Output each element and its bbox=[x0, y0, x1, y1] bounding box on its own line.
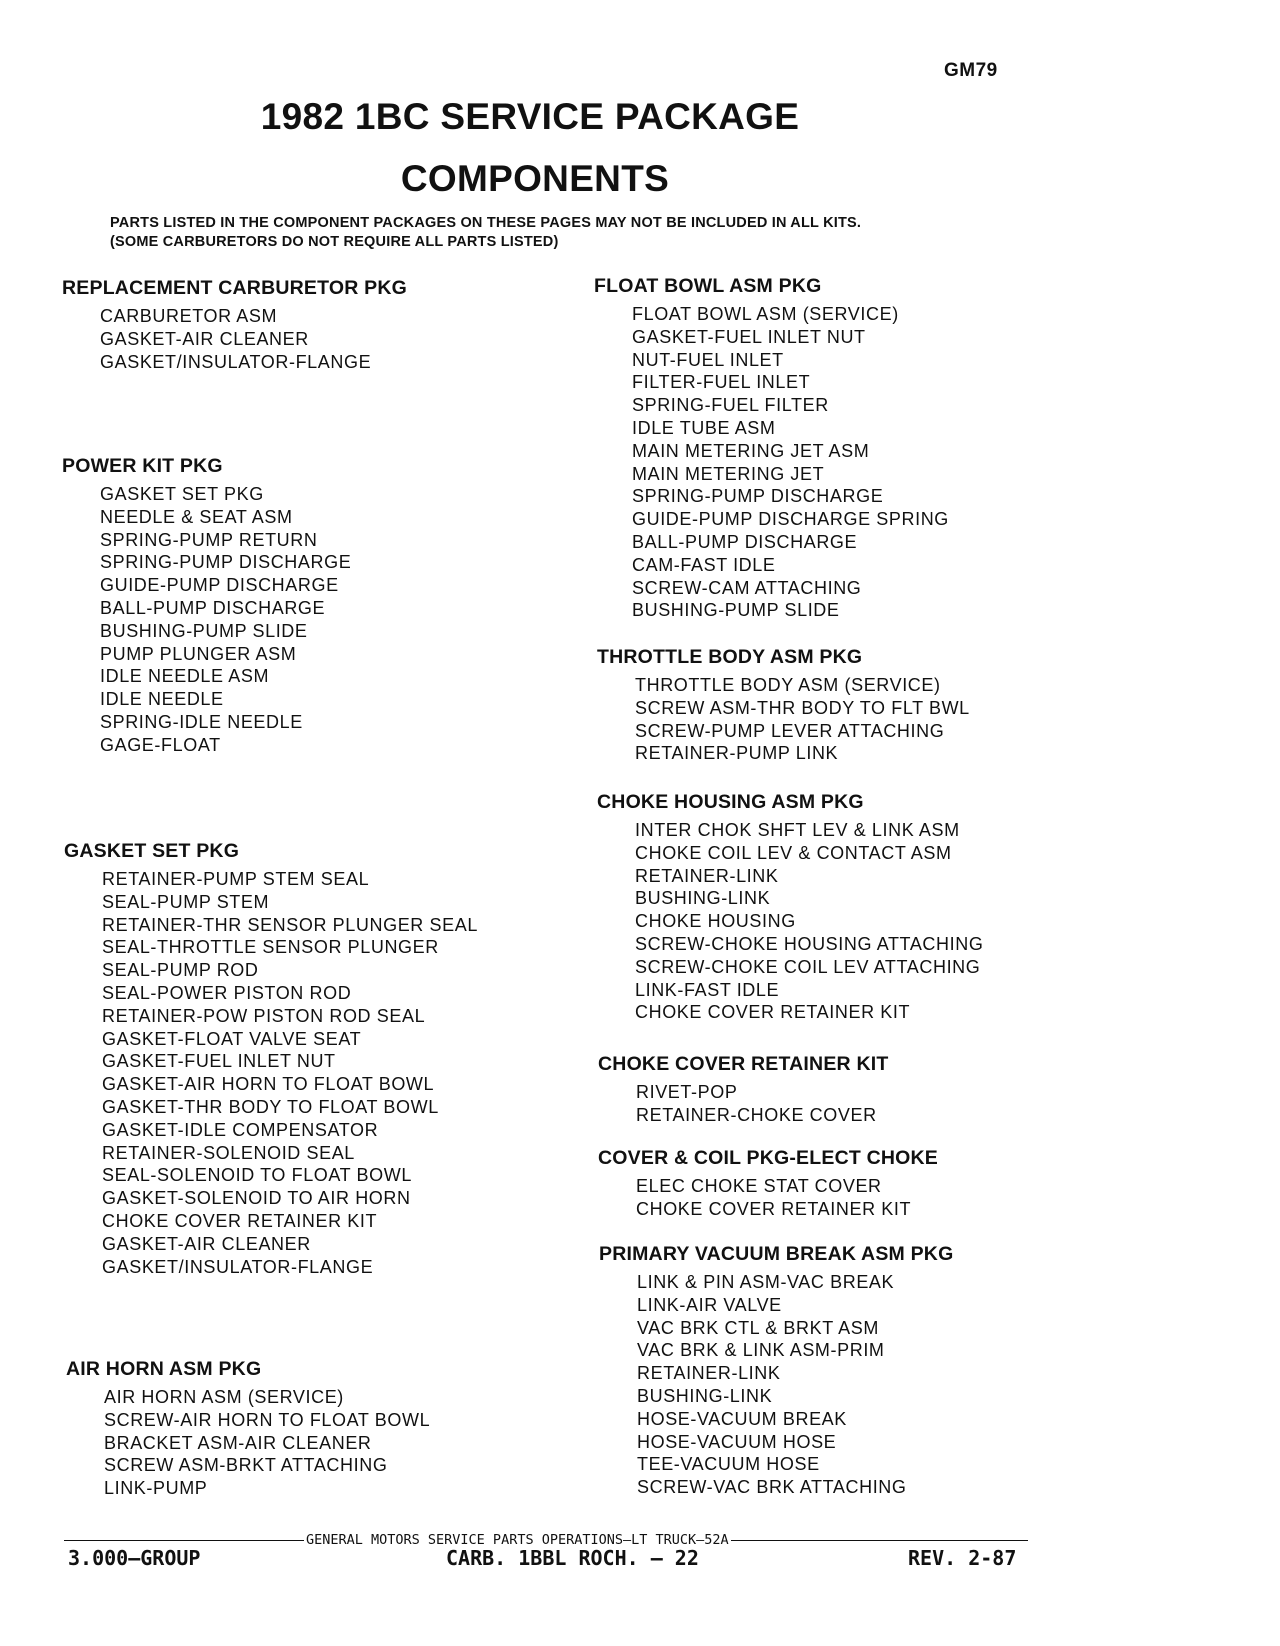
section-choke-housing-asm bbox=[597, 790, 983, 1024]
notice bbox=[110, 214, 861, 252]
part-item: GASKET-SOLENOID TO AIR HORN bbox=[102, 1188, 411, 1209]
footer-center-line: GENERAL MOTORS SERVICE PARTS OPERATIONS—LT TRUCK—52A bbox=[306, 1532, 729, 1548]
section-title: FLOAT BOWL ASM PKG bbox=[594, 275, 822, 297]
part-item: BUSHING-PUMP SLIDE bbox=[632, 600, 840, 621]
part-item: GASKET-AIR CLEANER bbox=[100, 328, 309, 349]
part-item: HOSE-VACUUM BREAK bbox=[637, 1408, 847, 1429]
parts-list bbox=[64, 868, 478, 1278]
part-item: BRACKET ASM-AIR CLEANER bbox=[104, 1432, 372, 1453]
part-item: SPRING-FUEL FILTER bbox=[632, 395, 829, 416]
parts-list bbox=[62, 305, 407, 373]
section-title: THROTTLE BODY ASM PKG bbox=[597, 646, 863, 668]
part-item: THROTTLE BODY ASM (SERVICE) bbox=[635, 675, 941, 695]
part-item: SCREW-CHOKE COIL LEV ATTACHING bbox=[635, 956, 981, 977]
part-item: INTER CHOK SHFT LEV & LINK ASM bbox=[635, 820, 960, 840]
part-item: BALL-PUMP DISCHARGE bbox=[632, 531, 858, 552]
part-item: CHOKE COIL LEV & CONTACT ASM bbox=[635, 842, 952, 863]
part-item: MAIN METERING JET ASM bbox=[632, 440, 870, 461]
footer-rule-left bbox=[64, 1540, 304, 1541]
part-item: IDLE NEEDLE ASM bbox=[100, 666, 270, 687]
part-item: BUSHING-LINK bbox=[635, 888, 771, 909]
section-float-bowl-asm bbox=[594, 274, 949, 622]
section-title: GASKET SET PKG bbox=[64, 840, 240, 862]
part-item: TEE-VACUUM HOSE bbox=[637, 1454, 820, 1475]
footer-rule-right bbox=[731, 1540, 1028, 1541]
part-item: BUSHING-LINK bbox=[637, 1385, 773, 1406]
part-item: AIR HORN ASM (SERVICE) bbox=[104, 1387, 344, 1407]
part-item: CHOKE COVER RETAINER KIT bbox=[636, 1198, 912, 1219]
part-item: RIVET-POP bbox=[636, 1082, 738, 1102]
part-item: GASKET-THR BODY TO FLOAT BOWL bbox=[102, 1096, 439, 1117]
footer-carb-page: CARB. 1BBL ROCH. — 22 bbox=[446, 1546, 699, 1570]
part-item: IDLE NEEDLE bbox=[100, 689, 224, 710]
part-item: CHOKE HOUSING bbox=[635, 911, 796, 932]
notice-line-2: (SOME CARBURETORS DO NOT REQUIRE ALL PARTS LISTED) bbox=[110, 234, 559, 250]
part-item: SPRING-PUMP DISCHARGE bbox=[632, 486, 884, 507]
section-power-kit bbox=[62, 454, 351, 757]
section-choke-cover-retainer-kit bbox=[598, 1052, 888, 1127]
part-item: LINK-AIR VALVE bbox=[637, 1294, 782, 1315]
section-title: CHOKE COVER RETAINER KIT bbox=[598, 1053, 889, 1075]
part-item: HOSE-VACUUM HOSE bbox=[637, 1431, 837, 1452]
part-item: GASKET-IDLE COMPENSATOR bbox=[102, 1119, 379, 1140]
part-item: SCREW-AIR HORN TO FLOAT BOWL bbox=[104, 1409, 431, 1430]
part-item: RETAINER-SOLENOID SEAL bbox=[102, 1142, 355, 1163]
part-item: SPRING-PUMP DISCHARGE bbox=[100, 552, 352, 573]
part-item: GASKET/INSULATOR-FLANGE bbox=[100, 351, 372, 372]
section-title: REPLACEMENT CARBURETOR PKG bbox=[62, 277, 408, 299]
part-item: SPRING-PUMP RETURN bbox=[100, 529, 318, 550]
part-item: RETAINER-LINK bbox=[637, 1363, 781, 1384]
part-item: GASKET-AIR HORN TO FLOAT BOWL bbox=[102, 1074, 435, 1095]
part-item: GUIDE-PUMP DISCHARGE SPRING bbox=[632, 509, 949, 530]
section-cover-coil-elect-choke bbox=[598, 1146, 938, 1221]
part-item: SCREW ASM-BRKT ATTACHING bbox=[104, 1455, 388, 1476]
section-primary-vacuum-break bbox=[599, 1242, 953, 1499]
part-item: BUSHING-PUMP SLIDE bbox=[100, 620, 308, 641]
part-item: GASKET/INSULATOR-FLANGE bbox=[102, 1256, 374, 1277]
page-subtitle: COMPONENTS bbox=[400, 158, 670, 199]
section-title: COVER & COIL PKG-ELECT CHOKE bbox=[598, 1147, 939, 1169]
part-item: SEAL-POWER PISTON ROD bbox=[102, 982, 352, 1003]
part-item: FILTER-FUEL INLET bbox=[632, 372, 811, 393]
page-code: GM79 bbox=[944, 60, 998, 81]
part-item: GASKET-AIR CLEANER bbox=[102, 1233, 311, 1254]
section-throttle-body-asm bbox=[597, 645, 970, 765]
footer-revision: REV. 2-87 bbox=[908, 1546, 1017, 1570]
section-title: AIR HORN ASM PKG bbox=[66, 1358, 262, 1380]
page-title: 1982 1BC SERVICE PACKAGE bbox=[260, 96, 800, 137]
part-item: SCREW ASM-THR BODY TO FLT BWL bbox=[635, 697, 970, 718]
section-title: POWER KIT PKG bbox=[62, 455, 223, 477]
part-item: SCREW-VAC BRK ATTACHING bbox=[637, 1477, 907, 1498]
part-item: NEEDLE & SEAT ASM bbox=[100, 506, 293, 527]
section-gasket-set bbox=[64, 839, 478, 1278]
part-item: CHOKE COVER RETAINER KIT bbox=[635, 1002, 911, 1023]
part-item: GASKET SET PKG bbox=[100, 484, 264, 504]
part-item: GASKET-FUEL INLET NUT bbox=[632, 326, 866, 347]
part-item: SEAL-PUMP ROD bbox=[102, 960, 259, 981]
parts-list bbox=[62, 483, 351, 757]
part-item: RETAINER-THR SENSOR PLUNGER SEAL bbox=[102, 914, 478, 935]
footer-group: 3.000—GROUP bbox=[68, 1546, 201, 1570]
part-item: SEAL-SOLENOID TO FLOAT BOWL bbox=[102, 1165, 412, 1186]
part-item: LINK-PUMP bbox=[104, 1478, 208, 1499]
part-item: NUT-FUEL INLET bbox=[632, 349, 784, 370]
parts-list bbox=[594, 303, 949, 622]
parts-list bbox=[597, 674, 970, 765]
part-item: SCREW-CHOKE HOUSING ATTACHING bbox=[635, 933, 984, 954]
part-item: VAC BRK & LINK ASM-PRIM bbox=[637, 1340, 885, 1361]
parts-list bbox=[598, 1081, 888, 1127]
part-item: VAC BRK CTL & BRKT ASM bbox=[637, 1317, 879, 1338]
part-item: MAIN METERING JET bbox=[632, 463, 825, 484]
part-item: SEAL-PUMP STEM bbox=[102, 891, 270, 912]
part-item: LINK-FAST IDLE bbox=[635, 979, 780, 1000]
part-item: ELEC CHOKE STAT COVER bbox=[636, 1176, 882, 1196]
part-item: CAM-FAST IDLE bbox=[632, 554, 776, 575]
section-title: CHOKE HOUSING ASM PKG bbox=[597, 791, 864, 813]
part-item: SCREW-PUMP LEVER ATTACHING bbox=[635, 720, 945, 741]
part-item: SPRING-IDLE NEEDLE bbox=[100, 711, 303, 732]
part-item: RETAINER-PUMP LINK bbox=[635, 743, 839, 764]
part-item: GUIDE-PUMP DISCHARGE bbox=[100, 575, 339, 596]
part-item: RETAINER-POW PISTON ROD SEAL bbox=[102, 1005, 426, 1026]
parts-list bbox=[599, 1271, 953, 1499]
part-item: CHOKE COVER RETAINER KIT bbox=[102, 1210, 378, 1231]
part-item: SCREW-CAM ATTACHING bbox=[632, 577, 862, 598]
notice-line-1: PARTS LISTED IN THE COMPONENT PACKAGES ON THESE PAGES MAY NOT BE INCLUDED IN ALL KITS. bbox=[110, 215, 862, 231]
parts-list bbox=[597, 819, 983, 1024]
part-item: GASKET-FUEL INLET NUT bbox=[102, 1051, 336, 1072]
parts-list bbox=[598, 1175, 938, 1221]
section-title: PRIMARY VACUUM BREAK ASM PKG bbox=[599, 1243, 954, 1265]
part-item: RETAINER-LINK bbox=[635, 865, 779, 886]
part-item: RETAINER-CHOKE COVER bbox=[636, 1104, 877, 1125]
part-item: SEAL-THROTTLE SENSOR PLUNGER bbox=[102, 937, 439, 958]
part-item: CARBURETOR ASM bbox=[100, 306, 278, 326]
part-item: IDLE TUBE ASM bbox=[632, 417, 776, 438]
part-item: GAGE-FLOAT bbox=[100, 734, 221, 755]
part-item: RETAINER-PUMP STEM SEAL bbox=[102, 869, 370, 889]
part-item: BALL-PUMP DISCHARGE bbox=[100, 597, 326, 618]
section-air-horn-asm bbox=[66, 1357, 430, 1500]
parts-list bbox=[66, 1386, 430, 1500]
part-item: FLOAT BOWL ASM (SERVICE) bbox=[632, 304, 899, 324]
part-item: LINK & PIN ASM-VAC BREAK bbox=[637, 1272, 895, 1292]
part-item: PUMP PLUNGER ASM bbox=[100, 643, 297, 664]
part-item: GASKET-FLOAT VALVE SEAT bbox=[102, 1028, 362, 1049]
section-replacement-carburetor bbox=[62, 276, 407, 373]
